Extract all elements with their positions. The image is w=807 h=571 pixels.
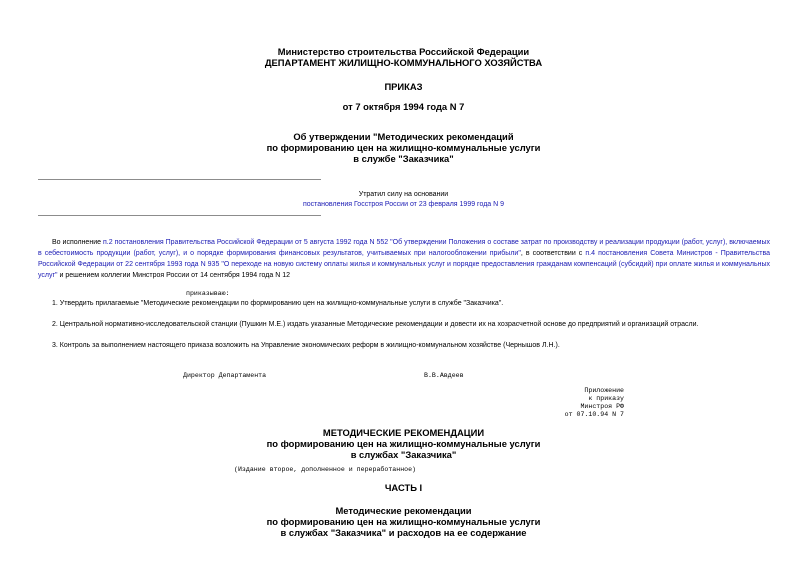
subject-line-2: по формированию цен на жилищно-коммунальные услуги — [266, 142, 541, 153]
department-title: ДЕПАРТАМЕНТ ЖИЛИЩНО-КОММУНАЛЬНОГО ХОЗЯЙСТВА — [264, 57, 543, 68]
subtitle-3: в службах "Заказчика" и расходов на ее содержание — [280, 527, 527, 538]
status-note: Утратил силу на основании — [358, 191, 449, 198]
recommendations-title-2: по формированию цен на жилищно-коммунальные услуги — [266, 438, 541, 449]
divider-top — [38, 179, 321, 180]
recommendations-title-3: в службах "Заказчика" — [350, 449, 457, 460]
subtitle-2: по формированию цен на жилищно-коммунальные услуги — [266, 516, 541, 527]
recommendations-title-1: МЕТОДИЧЕСКИЕ РЕКОМЕНДАЦИИ — [322, 427, 485, 438]
preamble-text-3: и решением коллегии Минстроя России от 14 сентября 1994 года N 12 — [57, 272, 290, 279]
subject-line-1: Об утверждении "Методических рекомендаций — [293, 131, 514, 142]
status-link[interactable]: постановления Госстроя России от 23 февраля 1999 года N 9 — [302, 201, 505, 208]
doc-date: от 7 октября 1994 года N 7 — [342, 101, 465, 112]
preamble-link-1[interactable]: п.2 постановления Правительства Российской Федерации от 5 августа 1992 года N 552 "Об утверждении Положения о составе затрат по производству и реализации продукции (работ, услуг), включаемых в себестоимость продукции (работ, услуг), и о порядке формирования финансовых результатов, учитываемых при налогообложении прибыли" — [38, 239, 771, 257]
divider-bottom — [38, 215, 321, 216]
preamble-link-2[interactable]: п.4 постановления Совета Министров - Правительства Российской Федерации от 22 сентября 1993 года N 935 "О переходе на новую систему оплаты жилья и коммунальных услуг и порядке предоставления гражданам компенсаций (субсидий) при оплате жилья и коммунальных услуг" — [38, 250, 770, 279]
order-item-3: 3. Контроль за выполнением настоящего приказа возложить на Управление экономических реформ в жилищно-коммунальном хозяйстве (Чернышов Л.Н.). — [52, 342, 560, 349]
appendix-line-2: к приказу — [588, 395, 624, 402]
preamble-paragraph — [38, 237, 770, 281]
appendix-block — [565, 387, 624, 419]
appendix-line-4: от 07.10.94 N 7 — [564, 411, 624, 418]
ministry-title: Министерство строительства Российской Федерации — [277, 46, 530, 57]
order-item-2: 2. Центральной нормативно-исследовательской станции (Пушкин М.Е.) издать указанные Методические рекомендации и довести их на хозрасчетной основе до предприятий и организаций отрасли. — [52, 321, 699, 328]
signature-name: В.В.Авдеев — [424, 372, 464, 379]
appendix-line-1: Приложение — [584, 387, 624, 394]
preamble-text-2: , в соответствии с — [520, 250, 586, 257]
signature-position: Директор Департамента — [183, 372, 267, 379]
part-heading: ЧАСТЬ I — [384, 482, 423, 493]
subtitle-1: Методические рекомендации — [335, 505, 472, 516]
subject-line-3: в службе "Заказчика" — [353, 153, 454, 164]
edition-note: (Издание второе, дополненное и переработанное) — [234, 466, 417, 473]
preamble-text-1: Во исполнение — [52, 239, 103, 246]
doc-type: ПРИКАЗ — [384, 81, 423, 92]
order-item-1: 1. Утвердить прилагаемые "Методические рекомендации по формированию цен на жилищно-коммунальные услуги в службе "Заказчика". — [52, 300, 504, 307]
appendix-line-3: Минстроя РФ — [580, 403, 624, 410]
order-label: приказываю: — [186, 290, 230, 297]
